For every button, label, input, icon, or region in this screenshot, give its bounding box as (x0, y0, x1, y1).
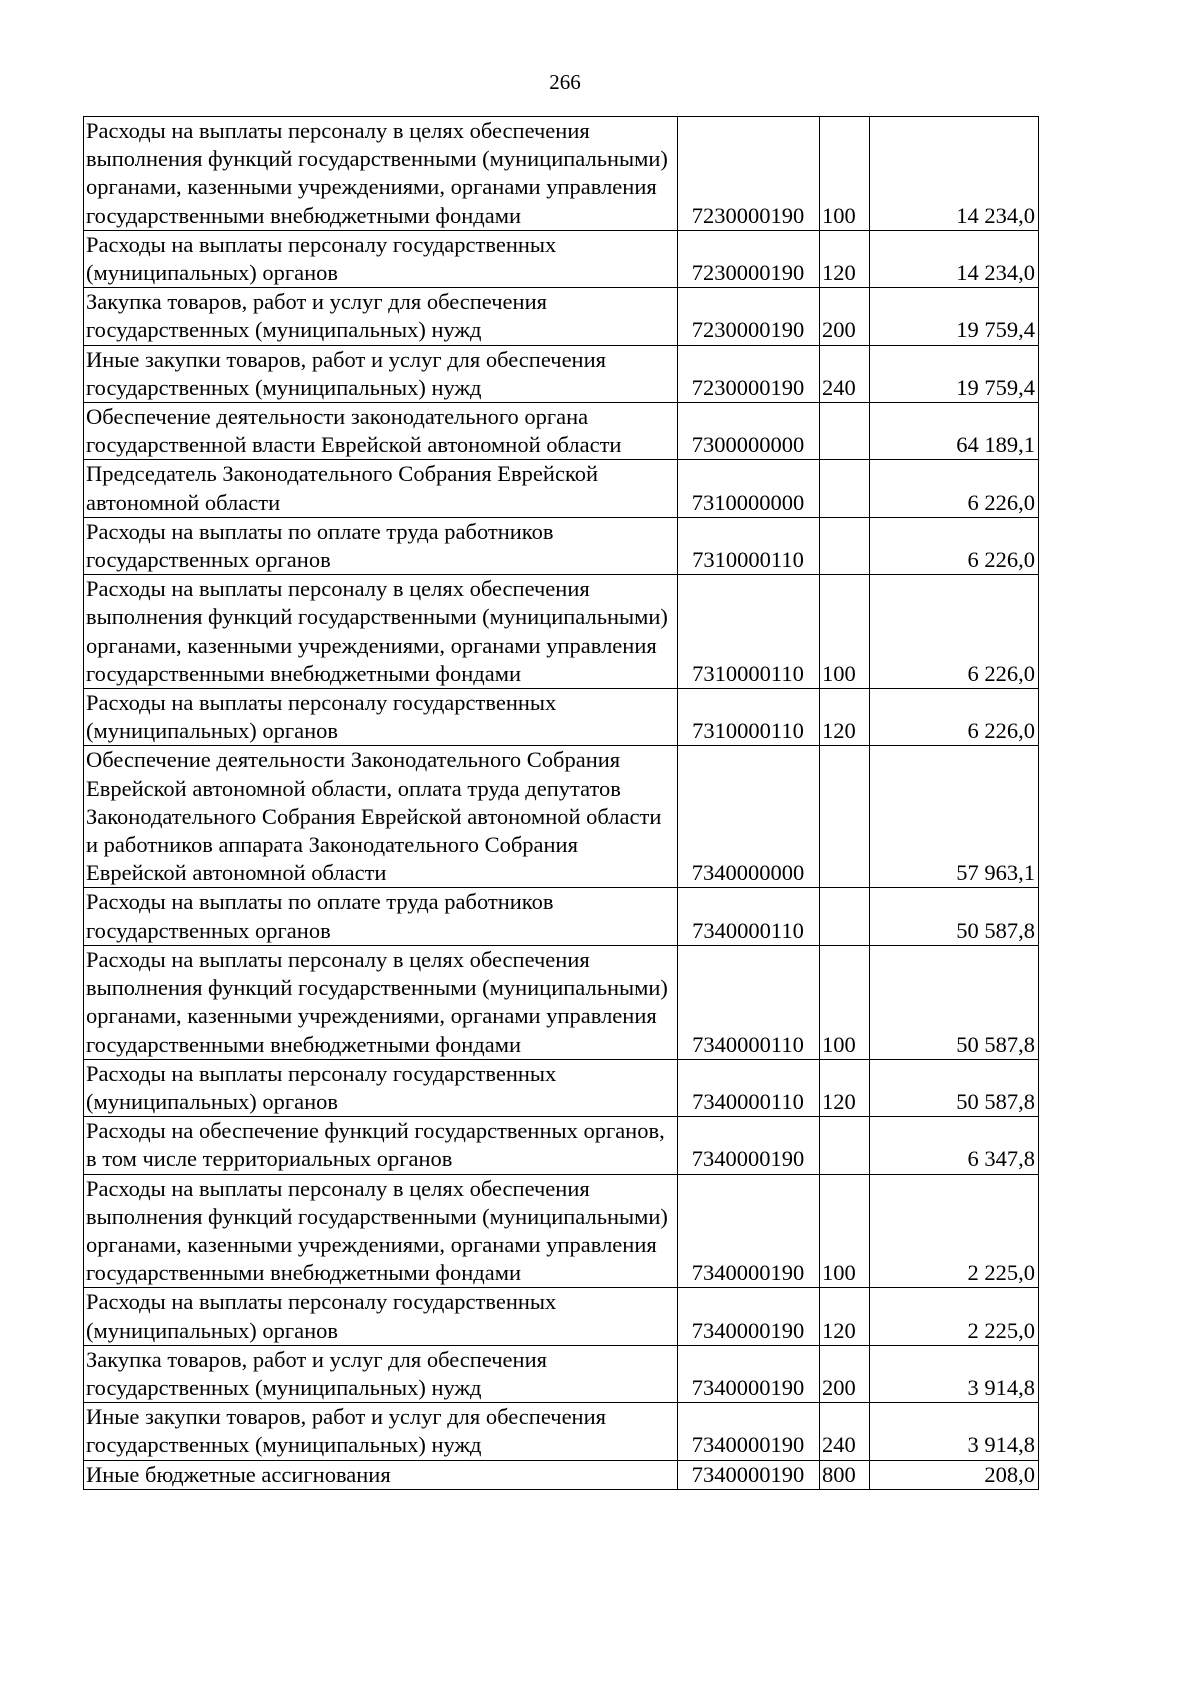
amount-cell: 2 225,0 (870, 1288, 1039, 1345)
expense-type-cell: 200 (820, 1345, 870, 1402)
expense-name-cell: Обеспечение деятельности законодательного органа государственной власти Еврейской автономной области (84, 403, 678, 460)
expense-name-cell: Расходы на выплаты персоналу в целях обеспечения выполнения функций государственными (муниципальными) органами, казенными учреждениями, органами управления государственными внебюджетными фондами (84, 1174, 678, 1288)
table-row (84, 1460, 1039, 1489)
expense-name-cell: Обеспечение деятельности Законодательного Собрания Еврейской автономной области, оплата труда депутатов Законодательного Собрания Еврейской автономной области и работников аппарата Законодательного Собрания Еврейской автономной области (84, 746, 678, 888)
table-row (84, 230, 1039, 287)
target-code-cell: 7300000000 (678, 403, 820, 460)
amount-cell: 6 226,0 (870, 460, 1039, 517)
amount-cell: 57 963,1 (870, 746, 1039, 888)
expense-name-cell: Расходы на выплаты персоналу государственных (муниципальных) органов (84, 1288, 678, 1345)
amount-cell: 19 759,4 (870, 288, 1039, 345)
table-row (84, 1288, 1039, 1345)
target-code-cell: 7340000190 (678, 1403, 820, 1460)
amount-cell: 6 226,0 (870, 517, 1039, 574)
expense-type-cell: 100 (820, 575, 870, 689)
amount-cell: 2 225,0 (870, 1174, 1039, 1288)
target-code-cell: 7340000190 (678, 1288, 820, 1345)
table-row (84, 1345, 1039, 1402)
target-code-cell: 7230000190 (678, 288, 820, 345)
target-code-cell: 7340000110 (678, 888, 820, 945)
expense-name-cell: Иные закупки товаров, работ и услуг для обеспечения государственных (муниципальных) нужд (84, 1403, 678, 1460)
amount-cell: 6 347,8 (870, 1117, 1039, 1174)
target-code-cell: 7230000190 (678, 117, 820, 231)
table-row (84, 1403, 1039, 1460)
amount-cell: 19 759,4 (870, 345, 1039, 402)
expense-type-cell (820, 1117, 870, 1174)
amount-cell: 14 234,0 (870, 230, 1039, 287)
target-code-cell: 7340000190 (678, 1174, 820, 1288)
target-code-cell: 7230000190 (678, 345, 820, 402)
table-row (84, 403, 1039, 460)
expense-name-cell: Расходы на выплаты по оплате труда работников государственных органов (84, 517, 678, 574)
target-code-cell: 7340000190 (678, 1345, 820, 1402)
target-code-cell: 7230000190 (678, 230, 820, 287)
expense-type-cell: 120 (820, 689, 870, 746)
amount-cell: 50 587,8 (870, 945, 1039, 1059)
target-code-cell: 7310000110 (678, 517, 820, 574)
target-code-cell: 7340000190 (678, 1117, 820, 1174)
expense-type-cell (820, 403, 870, 460)
target-code-cell: 7310000000 (678, 460, 820, 517)
table-row (84, 517, 1039, 574)
expense-name-cell: Расходы на выплаты персоналу в целях обеспечения выполнения функций государственными (муниципальными) органами, казенными учреждениями, органами управления государственными внебюджетными фондами (84, 117, 678, 231)
expense-name-cell: Расходы на выплаты персоналу государственных (муниципальных) органов (84, 1059, 678, 1116)
expense-type-cell (820, 460, 870, 517)
expense-type-cell: 100 (820, 1174, 870, 1288)
target-code-cell: 7340000110 (678, 1059, 820, 1116)
table-row (84, 746, 1039, 888)
page-number: 266 (549, 70, 581, 94)
target-code-cell: 7340000000 (678, 746, 820, 888)
expense-type-cell (820, 888, 870, 945)
amount-cell: 50 587,8 (870, 888, 1039, 945)
amount-cell: 208,0 (870, 1460, 1039, 1489)
amount-cell: 3 914,8 (870, 1403, 1039, 1460)
expense-type-cell: 240 (820, 1403, 870, 1460)
expense-type-cell: 120 (820, 1059, 870, 1116)
expense-name-cell: Расходы на выплаты персоналу в целях обеспечения выполнения функций государственными (муниципальными) органами, казенными учреждениями, органами управления государственными внебюджетными фондами (84, 945, 678, 1059)
table-row (84, 1174, 1039, 1288)
expense-type-cell (820, 517, 870, 574)
expense-name-cell: Иные закупки товаров, работ и услуг для обеспечения государственных (муниципальных) нужд (84, 345, 678, 402)
expense-type-cell: 100 (820, 117, 870, 231)
expense-name-cell: Председатель Законодательного Собрания Еврейской автономной области (84, 460, 678, 517)
budget-table (83, 116, 1039, 1490)
expense-type-cell: 100 (820, 945, 870, 1059)
expense-name-cell: Закупка товаров, работ и услуг для обеспечения государственных (муниципальных) нужд (84, 288, 678, 345)
expense-name-cell: Расходы на выплаты персоналу государственных (муниципальных) органов (84, 230, 678, 287)
table-row (84, 345, 1039, 402)
expense-type-cell (820, 746, 870, 888)
expense-type-cell: 200 (820, 288, 870, 345)
expense-type-cell: 120 (820, 1288, 870, 1345)
expense-name-cell: Иные бюджетные ассигнования (84, 1460, 678, 1489)
amount-cell: 3 914,8 (870, 1345, 1039, 1402)
target-code-cell: 7310000110 (678, 575, 820, 689)
amount-cell: 14 234,0 (870, 117, 1039, 231)
expense-type-cell: 240 (820, 345, 870, 402)
expense-name-cell: Расходы на выплаты персоналу в целях обеспечения выполнения функций государственными (муниципальными) органами, казенными учреждениями, органами управления государственными внебюджетными фондами (84, 575, 678, 689)
amount-cell: 50 587,8 (870, 1059, 1039, 1116)
amount-cell: 64 189,1 (870, 403, 1039, 460)
target-code-cell: 7310000110 (678, 689, 820, 746)
expense-name-cell: Расходы на выплаты по оплате труда работников государственных органов (84, 888, 678, 945)
expense-name-cell: Закупка товаров, работ и услуг для обеспечения государственных (муниципальных) нужд (84, 1345, 678, 1402)
table-row (84, 945, 1039, 1059)
table-row (84, 888, 1039, 945)
expense-name-cell: Расходы на выплаты персоналу государственных (муниципальных) органов (84, 689, 678, 746)
table-row (84, 689, 1039, 746)
table-row (84, 1059, 1039, 1116)
expense-type-cell: 120 (820, 230, 870, 287)
table-row (84, 117, 1039, 231)
table-row (84, 575, 1039, 689)
amount-cell: 6 226,0 (870, 689, 1039, 746)
table-row (84, 288, 1039, 345)
amount-cell: 6 226,0 (870, 575, 1039, 689)
target-code-cell: 7340000190 (678, 1460, 820, 1489)
budget-table-body (84, 117, 1039, 1490)
expense-type-cell: 800 (820, 1460, 870, 1489)
table-row (84, 460, 1039, 517)
expense-name-cell: Расходы на обеспечение функций государственных органов, в том числе территориальных органов (84, 1117, 678, 1174)
table-row (84, 1117, 1039, 1174)
target-code-cell: 7340000110 (678, 945, 820, 1059)
